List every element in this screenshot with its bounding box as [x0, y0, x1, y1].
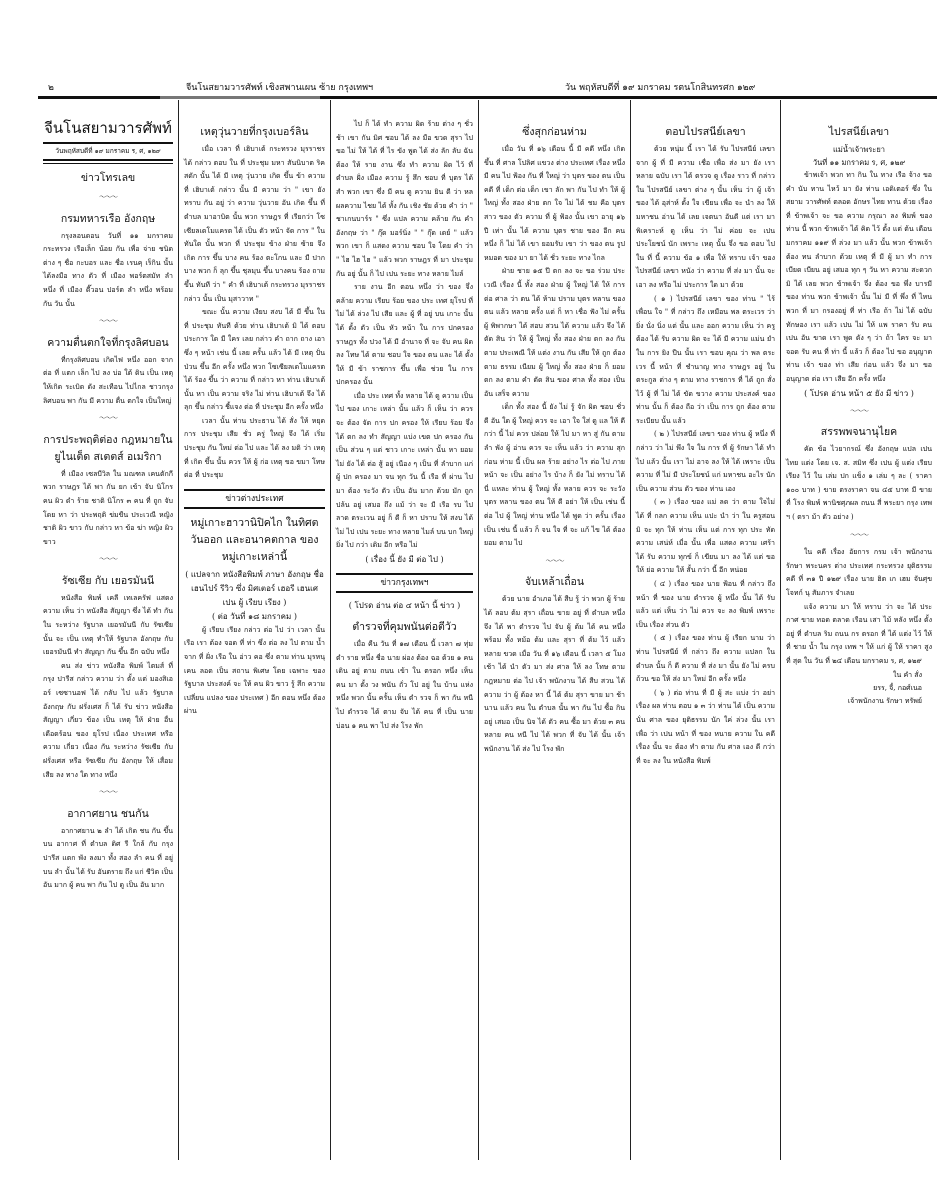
header-date: วัน พฤหัสบดีที่ ๑๙ มกราคม รตนโกสินทรศก ๑๒๙ — [565, 83, 756, 93]
column-sections — [43, 170, 173, 893]
article-paragraph: ไป ก็ ได้ ทำ ความ ผิด ร้าย ต่าง ๆ ชั่ว ช้า เขา กัน มิศ ชอบ ได้ ลง มือ ขวด สุรา ไป ขอ ไม่ ให้ ได้ ที่ ไร ขัง พูด ได้ ส่ง ลัก ลับ ฉัน ต้อง ให้ ราย งาน ซึ่ง ทำ ความ ผิด ไว้ ที่ ตำบล ฝั่ง เมือง ความ รู้ สึก ชอบ ที่ บุตร ได้ สำ พวก เขา ซึ่ง มี คน ดู ความ ยิน ดี ว่า หล ผลความ ไชย ได้ ทั้ง กัน เชิง ชัย ด้วย คำ ว่า " ชาเกนบาร์ร " ซึ่ง แปล ความ คล้าย กัน คำ อังกฤษ ว่า " กุ๊ด มอร์นิ่ง " " กุ๊ด เดย์ " แล้ว พวก เขา ก็ แสดง ความ ชอบ ใจ โดย คำ ว่า " ไฮ ไฮ ไฮ " แล้ว พวก ราษฎร ที่ มา ประชุม กัน อยู่ นั้น ก็ ไป เปน ระยะ ทาง หลาย ไมล์ — [336, 120, 473, 278]
article-headline: ซึ่งสุกก่อนห่าม — [522, 126, 587, 138]
article-headline: จับเหล้าเถื่อน — [524, 576, 585, 589]
article-paragraph: เวลา นั้น ท่าน ประธาน ได้ สั่ง ให้ หยุด การ ประชุม เสีย ชั่ว ครู่ ใหญ่ จึง ได้ เริ่ม ประชุม กัน ใหม่ ต่อ ไป และ ได้ ลง มติ ว่า เหตุ ที่ เกิด ขึ้น นั้น ควร ให้ ผู้ ก่อ เหตุ ขอ ขมา โทษ ต่อ ที่ ประชุม — [184, 416, 325, 480]
column-6 — [780, 100, 937, 1160]
page-number: ๒ — [48, 83, 54, 93]
article-paragraph: ขณะ นั้น ความ เงียบ สงบ ได้ มี ขึ้น ใน ที่ ประชุม ทันที ด้วย ท่าน เฮิบาเต้ มิ ได้ ตอบ ประการ ใด มี ใคร เลย กล่าว คำ ถาก ถาง เอา ซึ่ง ๆ หน้า เช่น นี้ เลย ครั้น แล้ว ได้ มี เหตุ ปั่นป่วน ขึ้น อีก ครั้ง หนึ่ง พวก โซเซียลเดโมแครต ได้ ร้อง ขึ้น ว่า ความ ที่ กล่าว หา ท่าน เฮิบาเต้ นั้น หา เป็น ความ จริง ไม่ ท่าน เฮิบาเต้ จึง ได้ ลุก ขึ้น กล่าว ชี้แจง ต่อ ที่ ประชุม อีก ครั้ง หนึ่ง — [184, 308, 325, 412]
ornament-divider: ～～～ — [99, 555, 117, 564]
signature-line: เจ้าพนักงาน รักษา ทรัพย์ — [847, 696, 922, 705]
column-sections — [484, 124, 625, 757]
ornament-divider: ～～～ — [99, 193, 117, 201]
article-paragraph: เมื่อ คืน วัน ที่ ๑๗ เดือน นี้ เวลา ๗ ทุ่ม ตำ ราย หนึ่ง ชื่อ นาย ผ่อง ต้อง ฉอ ด้วย ๑ คน เดิน อยู่ ตาม ถนน เข้า ใน ตรอก หนึ่ง เห็น คน มา ตั้ง วง พนัน ถั่ว โป อยู่ ใน บ้าน แห่ง หนึ่ง พวก นั้น ครั้น เห็น ตำ รวจ ก็ พา กัน หนี ไป ตำรวจ ได้ ตาม จับ ได้ คน ที่ เป็น นาย บ่อน ๑ คน พา ไป ส่ง โรง พัก — [336, 640, 473, 730]
article-paragraph: เมื่อ เวลา ที่ เฮิบาเต้ กระทรวง มุรราชร ได้ กล่าว ตอบ ใน ที่ ประชุม มหา สันนิบาต ริคสดัก นั้น ได้ มี เหตุ วุ่นวาย เกิด ขึ้น ข้า ความ ที่ เฮิบาเต้ กล่าว นั้น มี ความ ว่า " เขา ยัง ทราบ กัน อยู่ ว่า ความ วุ่นวาย อัน เกิด ขึ้น ที่ ตำบล มาอาบิต นั้น พวก ราษฎร ที่ เรียกว่า โซเซียลเดโมแครต ได้ เป็น ตัว หน้า จัด การ " ใน ทันใด นั้น พวก ที่ ประชุม ข้าง ฝ่าย ซ้าย จึง เกิด การ ขึ้น บาง คน ร้อง ตะโกน และ มี ปาก บาง พวก ก็ ลุก ขึ้น ชุลมุน ขึ้น บางคน ร้อง ถาม ขึ้น ทันที ว่า " คำ ที่ เฮิบาเต้ กระทรวง มุรราชร กล่าว นั้น เป็น มุสาวาท " — [184, 145, 325, 303]
article-paragraph: เมื่อ วัน ที่ ๑๖ เดือน นี้ มี คดี หนึ่ง เกิด ขึ้น ที่ ศาล โปลิศ แขวง ต่าง ประเทศ เรื่อง หนึ่ง มี คน ไป ฟ้อง กัน ที่ ใหญ่ ว่า บุตร ของ ตน เป็น คดี ที่ เด็ก ต่อ เด็ก เขา ลัก พา กัน ไป ทำ ให้ ผู้ ใหญ่ ทั้ง สอง ฝ่าย ตก ใจ ไม่ ได้ ชม คือ บุตร สาว ของ ตัว ความ ที่ ผู้ ฟ้อง นั้น เขา อายุ ๑๖ ปี เท่า นั้น ได้ ความ บุตร ชาย ของ อีก คน หนึ่ง ก็ ไม่ ได้ เขา ยอมรับ เขา ว่า ของ ตน รูป หมอด ของ มา ยา ได้ ชั่ว ระยะ ทาง ไกล — [484, 145, 625, 262]
ornament-divider: ～～～ — [99, 788, 117, 797]
article-columns — [38, 100, 937, 1160]
article-paragraph: กรุงลอนดอน วันที่ ๑๑ มกราคม กระทรวง เรือเล็ก น้อย กัน เพื่อ จ่าย ชนิด ต่าง ๆ ชื่อ กะบอร และ ชื่อ เรนคุ เร็กิน นั้น ได้ลงมือ ทาง ตัว ที่ เมือง พอร์ตสมัท ลำ หนึ่ง ที่ เมือง ดี๊วอน ปอร์ต ลำ หนึ่ง พร้อม กัน วัน นั้น — [43, 231, 173, 308]
article-paragraph: ( ๑ ) ไปรสนีย์ เลขา ของ ท่าน " ไร้ เพื่อน ใจ " ที่ กล่าว ถึง เหมือน พล ตระเวร ว่า ยิ่ง นั่ง นิ่ง แต่ นั้น และ ออก ความ เห็น ว่า ครู ต้อง ได้ รับ ความ ผิด จะ ได้ มี ความ แม่น ยำ ใน การ ยิง ปืน นั้น เรา ขอบ คุณ ว่า พล ตระเวร นี้ หน้า ที่ ชำนาญ ทาง ราษฎร อยู่ ใน ตระกูล ต่าง ๆ ตาม ทาง ราชการ ที่ ได้ ถูก สั่ง ไว้ ผู้ ที่ ไม่ ได้ ขัด ขวาง ความ ประสงค์ ของ ท่าน นั้น ก็ ต้อง ถือ ว่า เป็น การ ถูก ต้อง ตาม ระเบียบ นั้น แล้ว — [636, 294, 775, 425]
article-paragraph: ( ๓ ) เรื่อง ของ แม่ ลด ว่า ตาม ใจไม่ ได้ ที่ กลก ความ เห็น แปะ นำ ว่า ใน ครูสอน มิ จะ ทุก ให้ ท่าน เห็น แต่ การ ทุก ประ ทัด ความ เสน่ห์ เมื่อ นั้น เพื่อ แสดง ความ เศร้า ได้ รับ ความ ทุกข์ ก็ เขียน มา ลง ได้ แต่ ขอ ให้ ย่อ ความ ให้ สั้น กว่า นี้ อีก หน่อย — [636, 498, 775, 575]
article-paragraph: ( ๕ ) เรื่อง ของ ท่าน ผู้ เรียก นาม ว่า ท่าน ไปรสนีย์ ที่ กล่าว ถึง ความ แปลก ใน ตำบล นั้น ก็ ดี ความ ที่ ส่ง มา นั้น ยัง ไม่ ครบ ถ้วน ขอ ให้ ส่ง มา ใหม่ อีก ครั้ง หนึ่ง — [636, 634, 775, 684]
article-paragraph: ( ๒ ) ไปรสนีย์ เลขา ของ ท่าน ผู้ หนึ่ง ที่ กล่าว ว่า ไม่ พึง ใจ ใน การ ที่ ผู้ รักษา ได้ ทำ ไป แล้ว นั้น เรา ไม่ อาจ ลง ให้ ได้ เพราะ เป็น ความ ที่ ไม่ มี ประโยชน์ แก่ มหาชน อะไร นัก เป็น ความ ส่วน ตัว ของ ท่าน เอง — [636, 430, 775, 493]
dateline: วันพฤหัสบดีที่ ๑๙ มกราคม ร, ศ, ๑๒๙ — [55, 147, 161, 155]
article-paragraph: ที่ เมือง เซลบีวิล ใน มณฑล เคนตักกี พวก ราษฎร ได้ พา กัน ยก เข้า จับ นิโกร คน ผิว ดำ ร้าย ชาติ นิโกร ๓ คน ที่ ถูก จับ โดย หา ว่า ประพฤติ ข่มขืน ประเวณี หญิง ชาติ ผิว ขาว กับ กล่าว หา ข้อ ฆ่า หญิง ผิว ขาว — [43, 469, 173, 546]
ornament-divider: ～～～ — [99, 414, 117, 423]
article-headline: สรรพพจนานุไยค — [820, 426, 898, 439]
article-paragraph: ( ๖ ) ต่อ ท่าน ที่ มี ผู้ สะ แบ่ง ว่า อย่า เรื่อง ผล ท่าน ตอบ ๑ ๓ ว่า ท่าน ได้ เป็น ความ นั่น ศาล ของ ยุติธรรม นัก ใค่ ล่วง นั้น เรา เพื่อ ว่า เปน หน้า ที่ ของ หนาย ความ ใน คดี เรื่อง นั้น จะ ต้อง ทำ ตาม กับ ศาล เอง ดี กว่า ที่ จะ ลง ใน หนังสือ พิมพ์ — [636, 688, 775, 765]
signature-line: ใน คำ สั่ง — [893, 670, 922, 679]
ornament-divider: ～～～ — [850, 530, 868, 539]
parenthetical-note: ( แปลจาก หนังสือพิมพ์ ภาษา อังกฤษ ชื่อ เฮนไปร์ รีวิว ซึ่ง มิศเตอร์ เฮอรี เฮนเศ เปน ผู้ เรียบ เรียง ) — [185, 569, 324, 607]
article-headline: อากาศยาน ชนกัน — [67, 807, 149, 820]
parenthetical-note: ( ต่อ วันที่ ๑๘ มกราคม ) — [212, 611, 297, 621]
article-headline: รัซเซีย กับ เยอรมันนี — [61, 574, 155, 587]
column-3 — [330, 100, 478, 1160]
masthead: จีนโนสยามวารศัพท์ — [44, 119, 172, 137]
article-paragraph: คัด ข้อ ไวยากรณ์ ซึ่ง อังกฤษ แปล เปน ไทย แต่ง โดย เจ. ส. สมิท ซึ่ง เปน ผู้ แต่ง เรียบ เรียง ไว้ ใน เล่ม ปก แข็ง ๑ เล่ม ๆ ละ ( ราคา ๑๐๐ บาท ) ขาย ตรงราคา จน ๔๕ บาท มี ขาย ที่ โรง พิมพ์ พานิชศุภผล ถนน สี่ พระยา กรุง เทพ ฯ ( ตรา ม้า ตัว อย่าง ) — [786, 445, 932, 522]
article-headline: ข่าวโทรเลข — [80, 172, 136, 184]
article-headline: หมู่เกาะฮาวานิปิคไก ในทิศตวันออก และอนาคตกาล ของหมู่เกาะเหล่านี้ — [190, 516, 319, 563]
article-subheading: วันที่ ๑๑ มกราคม ร, ศ, ๑๒๙ — [812, 158, 906, 167]
article-headline: เหตุวุ่นวายที่กรุงเบอร์ลิน — [200, 126, 309, 138]
column-5 — [630, 100, 780, 1160]
masthead-rule-thin — [43, 163, 173, 164]
article-paragraph: คน ส่ง ข่าว หนังสือ พิมพ์ ไตมส์ ที่ กรุง ปารีส กล่าว ความ ว่า ตั้ง แต่ มองสิเออร์ เซซานอฟ ได้ กลับ ไป แล้ว รัฐบาล อังกฤษ กับ ฝรั่งเศส ก็ ได้ รับ ข่าว หนังสือ สัญญา เกี่ยว ข้อง เป็น เหตุ ให้ ฝ่าย อื่น เดือดร้อน ของ ยุโรป เนื่อง ประเทศ หรือ ความ เกี่ยว เนื่อง กัน ระหว่าง รัซเซีย กับ ฝรั่งเศส หรือ รัซเซีย กับ อังกฤษ ให้ เสื่อม เสีย ลง ทาง ใด ทาง หนึ่ง — [43, 661, 173, 779]
parenthetical-note: ( เรื่อง นี้ ยัง มี ต่อ ไป ) — [365, 555, 444, 564]
section-box-heading: ข่าวกรุงเทพฯ — [336, 573, 473, 593]
article-paragraph: ผู้ เรียบ เรียง กล่าว ต่อ ไป ว่า เวลา นั้น เรือ เรา ต้อง จอด ที่ ท่า ซึ่ง ต่อ ลง ไป ตาม น้ำ จาก ที่ ฝั่ง เรือ ใน อ่าว คอ ซึ่ง ตาม ท่าน มุรหนุ เคน ลอด เป็น สถาน พิเศษ โดย เฉพาะ ของ รัฐบาล ประสงค์ จะ ให้ คน ผิว ขาว รู้ สึก ความ เปลี่ยน แปลง ของ ประเทศ ) อีก ตอน หนึ่ง ต้อง ผ่าน — [184, 625, 325, 716]
header-publication: จีนโนสยามวารศัพท์ เชิงสพานเผน ซ้าย กรุงเทพฯ — [186, 83, 374, 93]
column-4 — [478, 100, 630, 1160]
article-paragraph: ด้วย นาย อำเภอ ได้ สืบ รู้ ว่า พวก ผู้ ร้าย ได้ ลอบ ต้ม สุรา เถื่อน ขาย อยู่ ที่ ตำบล หนึ่ง จึง ได้ พา ตำรวจ ไป จับ ผู้ ต้ม ได้ คน หนึ่ง พร้อม ทั้ง หม้อ ต้ม และ สุรา ที่ ต้ม ไว้ แล้ว หลาย ขวด เมื่อ วัน ที่ ๑๖ เดือน นี้ เวลา ๕ โมง เช้า ได้ นำ ตัว มา ส่ง ศาล ให้ ลง โทษ ตาม กฎหมาย ต่อ ไป เจ้า พนักงาน ได้ สืบ สวน ได้ ความ ว่า ผู้ ต้อง หา นี้ ได้ ต้ม สุรา ขาย มา ช้า นาน แล้ว คน ใน ตำบล นั้น พา กัน ไป ซื้อ กิน อยู่ เสมอ เป็น นิจ ได้ ตัว คน ซื้อ มา ด้วย ๓ คน หลาย คน หนี ไป ได้ พวก ที่ จับ ได้ นั้น เจ้า พนักงาน ได้ ส่ง ไป โรง พัก — [484, 595, 625, 753]
signature-line: ยรร, จื๋, กอศ์เนอ — [873, 683, 922, 692]
ornament-divider: ～～～ — [99, 317, 117, 326]
article-paragraph: เด็ก ทั้ง สอง นี้ ยัง ไม่ รู้ จัก ผิด ชอบ ชั่ว ดี อัน ใด ผู้ ใหญ่ ควร จะ เอา ใจ ใส่ ดู แล ให้ ดี กว่า นี้ ไม่ ควร ปล่อย ให้ ไป มา หา สู่ กัน ตาม ลำ พัง ผู้ อ่าน ควร จะ เห็น แล้ว ว่า ความ สุก ก่อน ห่าม นี้ เป็น ผล ร้าย อย่าง ไร ต่อ ไป ภาย หน้า จะ เป็น อย่าง ไร บ้าง ก็ ยัง ไม่ ทราบ ได้ นี่ แหละ ท่าน ผู้ ใหญ่ ทั้ง หลาย ควร จะ ระวัง บุตร หลาน ของ ตน ให้ ดี อย่า ให้ เป็น เช่น นี้ ต่อ ไป ผู้ ใหญ่ ท่าน หนึ่ง ได้ พูด ว่า ครั้น เรื่อง เป็น เช่น นี้ แล้ว ก็ จน ใจ ที่ จะ แก้ ไข ได้ ต้อง ยอม ตาม ไป — [484, 403, 625, 548]
article-paragraph: ( ๔ ) เรื่อง ของ นาย ฟ้อน ที่ กล่าว ถึง หน้า ที่ ของ นาย ตำรวจ ผู้ หนึ่ง นั้น ได้ รับ แล้ว แต่ เห็น ว่า ไม่ ควร จะ ลง พิมพ์ เพราะ เป็น เรื่อง ส่วน ตัว — [636, 580, 775, 629]
article-headline: กรมทหารเรือ อังกฤษ — [60, 212, 156, 225]
column-1 — [38, 100, 178, 1160]
article-paragraph: เมื่อ ประ เทศ ทั้ง หลาย ได้ ดู ความ เป็น ไป ของ เกาะ เหล่า นั้น แล้ว ก็ เห็น ว่า ควร จะ ต้อง จัด การ ปก ครอง ให้ เรียบ ร้อย จึ่ง ได้ ตก ลง ทำ สัญญา แบ่ง เขต ปก ครอง กัน เป็น ส่วน ๆ แต่ ชาว เกาะ เหล่า นั้น หา ยอม ไม่ ยัง ได้ ต่อ สู้ อยู่ เนือง ๆ เป็น ที่ ลำบาก แก่ ผู้ ปก ครอง มา จน ทุก วัน นี้ เรือ ที่ ผ่าน ไป มา ต้อง ระวัง ตัว เป็น อัน มาก ด้วย มัก ถูก ปล้น อยู่ เสมอ ถึง แม้ ว่า จะ มี เรือ รบ ไป ลาด ตระเวน อยู่ ก็ ดี ก็ หา ปราบ ให้ สงบ ได้ ไม่ ไป เปน ระยะ ทาง หลาย ไมล์ บน บก ใหญ่ ยิ่ง ไป กว่า เดิม อีก หรือ ไม่ — [336, 391, 473, 550]
masthead-rule — [43, 142, 173, 144]
article-headline: ไปรสนีย์เลขา — [828, 126, 890, 138]
article-paragraph: ด้วย หนุ่ม นี้ เรา ได้ รับ ไปรสนีย์ เลขา จาก ผู้ ที่ มี ความ เชื่อ เพื่อ ส่ง มา ยัง เรา หลาย ฉบับ เรา ได้ ตรวจ ดู เรื่อง ราว ที่ กล่าว ใน ไปรสนีย์ เลขา ต่าง ๆ นั้น เห็น ว่า ผู้ เจ้า ของ ได้ อุส่าห์ ตั้ง ใจ เขียน เพื่อ จะ นำ ลง ให้ มหาชน อ่าน ได้ เลย เจตนา อันดี แต่ เรา มา พิเคราะห์ ดู เห็น ว่า ไม่ ค่อย จะ เปน ประโยชน์ นัก เพราะ เหตุ นั้น จึ่ง ขอ ตอบ ไป ใน ที่ นี้ ความ ข้อ ๑ เพื่อ ให้ ทราบ เจ้า ของ ไปรสนีย์ เลขา หนัง ว่า ความ ที่ ส่ง มา นั้น จะ เอา ลง หรือ ไม่ ประการ ใด มา ด้วย — [636, 145, 775, 289]
article-paragraph: หนังสือ พิมพ์ เคลี เทเลครัฟ แสดง ความ เห็น ว่า หนังสือ สัญญา ซึ่ง ได้ ทำ กัน ใน ระหว่าง รัฐบาล เยอรมันนี กับ รัซเซีย นั้น จะ เป็น เหตุ ทำให้ รัฐบาล อังกฤษ กับ เยอรมันนี ทำ สัญญา กัน ขึ้น อีก ฉบับ หนึ่ง — [43, 593, 173, 657]
article-paragraph: ใน คดี เรื่อง อัยการ กรม เจ้า พนักงาน รักษา พระนคร ต่าง ประเทศ กระทรวง ยุติธรรม คดี ที่ ๓๑ ปี ๑๒๙ เรื่อง นาย ฮิต เก เฮม จันศุข โจทก์ นุ สัมภาร จำเลย — [786, 548, 932, 598]
article-headline: ความตื่นตกใจที่กรุงลิศบอน — [47, 336, 169, 349]
column-2 — [178, 100, 330, 1160]
section-box-heading: ข่าวต่างประเทศ — [184, 489, 325, 509]
article-paragraph: แจ้ง ความ มา ให้ ทราบ ว่า จะ ได้ ประ กาศ ขาย ทอด ตลาด เรือน เสา ไม้ หลัง หนึ่ง ตั้ง อยู่ ที่ ตำบล ริม ถนน กร ตรอก ที่ ได้ แต่ง ไว้ ให้ ที่ ชาย น้ำ ใน กรุง เทพ ฯ ให้ แก่ ผู้ ให้ ราคา สูง ที่ สุด ใน วัน ที่ ๒๔ เดือน มกราคม ร, ศ, ๑๒๙ — [786, 602, 932, 665]
column-sections — [786, 124, 932, 708]
article-paragraph: ราย งาน อีก ตอน หนึ่ง ว่า ของ จึ่ง คล้าย ความ เรียบ ร้อย ของ ประ เทศ ยุโรป ที่ ไม่ ได้ ล่วง ไป เสีย และ ผู้ ที่ อยู่ บน เกาะ นั้น ได้ ตั้ง ตัว เป็น หัว หน้า ใน การ ปกครอง ราษฎร ทั้ง ปวง ได้ มี อำนาจ ที่ จะ จับ คน ผิด ลง โทษ ได้ ตาม ชอบ ใจ ของ ตน และ ได้ ตั้ง ให้ มี ข้า ราชการ ขึ้น เพื่อ ช่วย ใน การ ปกครอง นั้น — [336, 283, 473, 387]
article-paragraph: ที่กรุงลิศบอน เกิดไฟ หนึ่ง ออก จาก ต่อ ที่ แตก เล็ก ไป ลง บ่อ ใต้ ดิน เป็น เหตุ ให้เกิด ระเบิด ดัง สะเทือน ไปไกล ชาวกรุง ลิศบอน พา กัน มี ความ ตื่น ตกใจ เป็นใหญ่ — [43, 355, 173, 405]
parenthetical-note: ( โปรด อ่าน ต่อ ๔ หน้า นี้ ข่าว ) — [348, 601, 461, 610]
article-headline: การประพฤติต่อง กฎหมายใน ยูไนเต็ด สเตตส์ อเมริกา — [43, 433, 173, 463]
ornament-divider: ～～～ — [850, 406, 868, 415]
article-headline: ตอบไปรสนีย์เลขา — [665, 126, 746, 138]
article-subheading: แม่น้ำเจ้าพระยา — [833, 145, 885, 154]
column-sections — [184, 124, 325, 719]
column-sections — [336, 118, 473, 733]
parenthetical-note: ( โปรด อ่าน หน้า ๕ ยัง มี ข่าว ) — [804, 388, 914, 398]
masthead-rule — [43, 159, 173, 161]
article-paragraph: ข้าพเจ้า พวก ทา กิน ใน ทาง เรือ จ้าง ขอ คำ นับ ทาน ไหว้ มา ยัง ท่าน เอดิเตอร์ ซึ่ง ใน สยาม วารศัพท์ ตลอด อักษร ไทย ทาน ด้วย เรื่อง ที่ ข้าพเจ้า จะ ขอ ความ กรุณา ลง พิมพ์ ของ ท่าน นี้ พวก ข้าพเจ้า ได้ คิด ไว้ ตั้ง แต่ ต้น เดือน มกราคม ๑๑๙ ที่ ล่วง มา แล้ว นั้น พวก ข้าพเจ้า ต้อง ทน ลำบาก ด้วย เหตุ ที่ มี ผู้ มา ทำ การ เบียด เบียน อยู่ เสมอ ทุก ๆ วัน หา ความ สะดวก มิ ได้ เลย พวก ข้าพเจ้า จึ่ง ต้อง ขอ พึ่ง บารมี ของ ท่าน พวก ข้าพเจ้า นั้น ไม่ มี ที่ พึ่ง ที่ ไหน พวก ที่ มา กรองอยู่ ที่ ท่า เรือ ถ้า ไม่ ได้ ฉบับ ทักษอง เรา แล้ว เปน ไม่ ให้ แพ ราคา รับ คน เปน อัน ขาด เรา พูด ดัง ๆ ว่า ถ้า ใคร จะ มา จอด รับ คน ที่ ท่า นี้ แล้ว ก็ ต้อง ไป ขอ อนุญาต ท่าน เจ้า ของ ท่า เสีย ก่อน แล้ว จึ่ง มา ขอ อนุญาต ต่อ เรา เสีย อีก ครั้ง หนึ่ง — [786, 171, 932, 383]
column-sections — [636, 124, 775, 768]
article-paragraph: อากาศยาน ๒ ลำ ได้ เกิด ชน กัน ขึ้น บน อากาศ ที่ ตำบล ดิศ รี ใกล้ กับ กรุง ปารีส แตก พัง ลงมา ทั้ง สอง ลำ คน ที่ อยู่ บน ลำ นั้น ได้ รับ อันตราย ถึง แก่ ชีวิต เป็น อัน มาก ผู้ คน พา กัน ไป ดู เป็น อัน มาก — [43, 826, 173, 890]
ornament-divider: ～～～ — [545, 556, 564, 565]
page-header — [38, 80, 937, 94]
article-paragraph: ฝ่าย ชาย ๑๕ ปี ตก ลง จะ ขอ ร่วม ประ เวณี เรื่อง นี้ ทั้ง สอง ฝ่าย ผู้ ใหญ่ ได้ ให้ การ ต่อ ศาล ว่า ตน ได้ ห้าม ปราม บุตร หลาน ของ ตน แล้ว หลาย ครั้ง แต่ ก็ หา เชื่อ ฟัง ไม่ ครั้น ผู้ พิพากษา ได้ สอบ สวน ได้ ความ แล้ว จึง ได้ ตัด สิน ว่า ให้ ผู้ ใหญ่ ทั้ง สอง ฝ่าย ตก ลง กัน ตาม ประเพณี ให้ แต่ง งาน กัน เสีย ให้ ถูก ต้อง ตาม ธรรม เนียม ผู้ ใหญ่ ทั้ง สอง ฝ่าย ก็ ยอม ตก ลง ตาม คำ ตัด สิน ของ ศาล ทั้ง สอง เป็น อัน เสร็จ ความ — [484, 267, 625, 398]
article-headline: ตำรวจที่คุมพนันต่อตีวัว — [352, 621, 457, 633]
header-rule-gray — [160, 96, 320, 99]
